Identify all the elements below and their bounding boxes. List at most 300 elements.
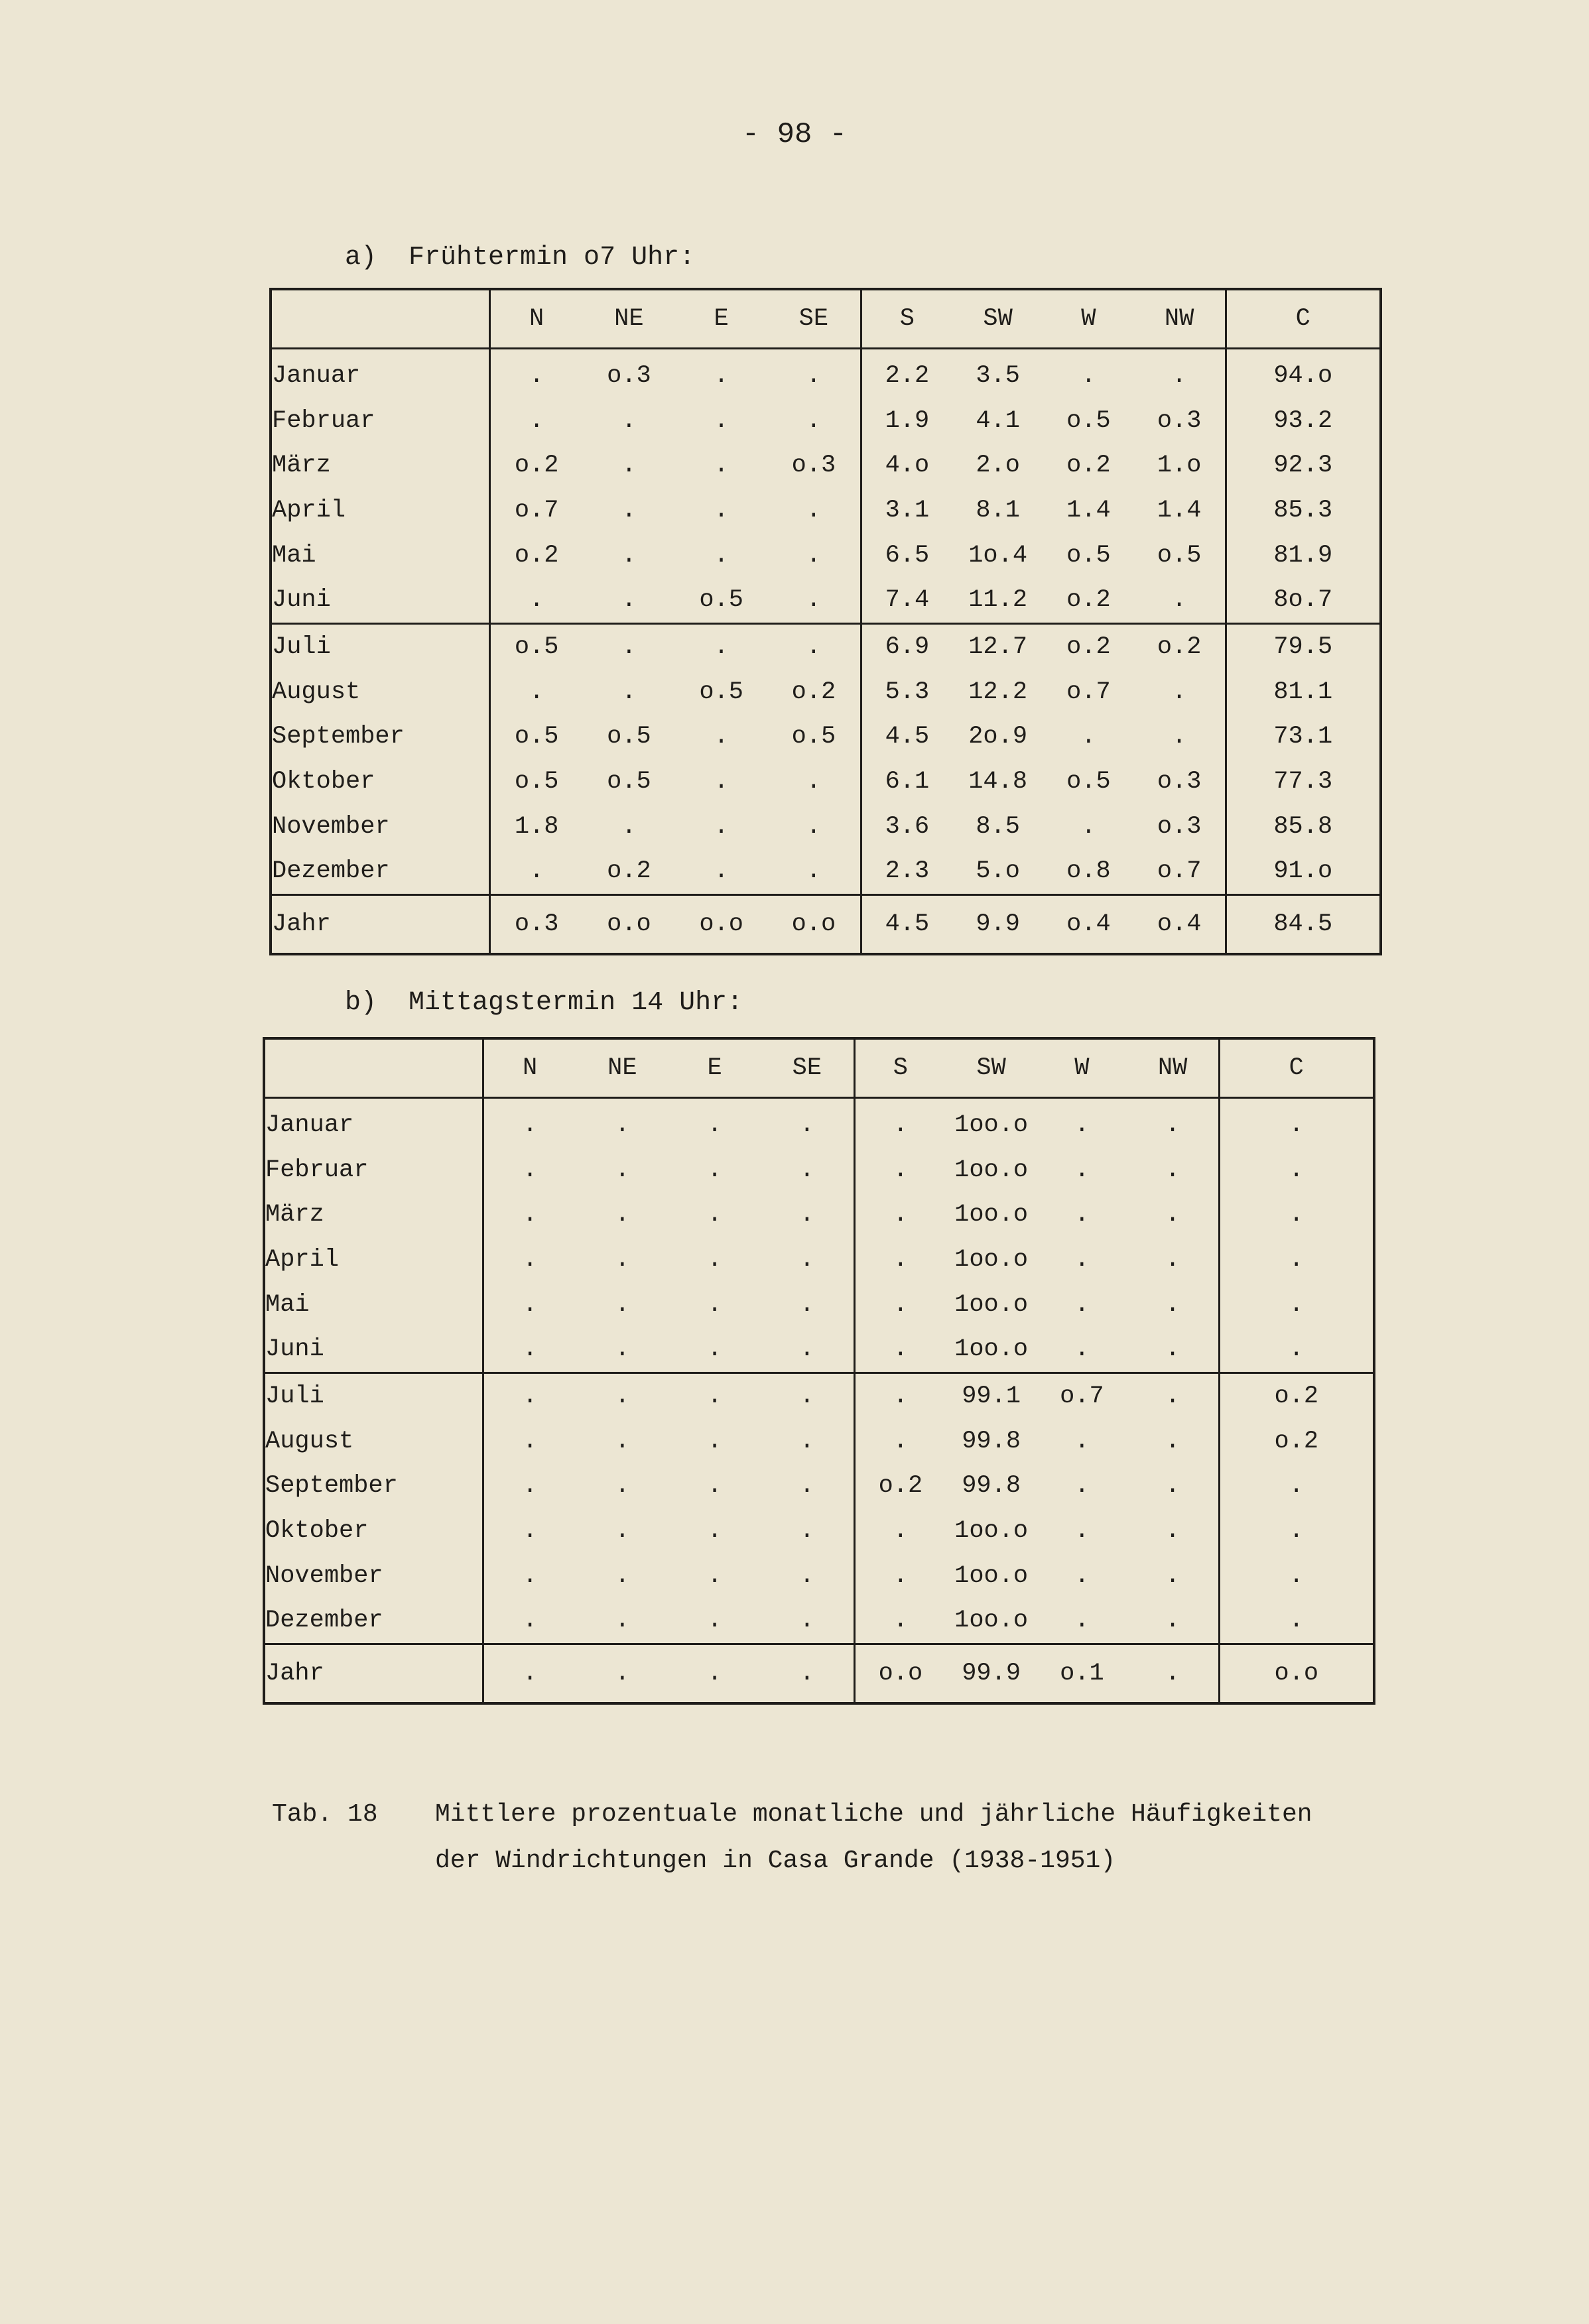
calm-value: . xyxy=(1219,1098,1374,1148)
value-cell: . xyxy=(1074,1517,1090,1546)
value-cell: . xyxy=(1074,1427,1090,1455)
direction-header: NW xyxy=(1164,305,1194,333)
value-cell: . xyxy=(1074,1156,1090,1184)
value-cell: . xyxy=(1074,1245,1090,1274)
value-cell: o.3 xyxy=(1157,812,1202,841)
value-cell: o.7 xyxy=(1060,1382,1104,1410)
calm-value: 73.1 xyxy=(1226,715,1381,760)
value-sub xyxy=(491,407,860,435)
value-group xyxy=(489,670,861,715)
wind-table-morning xyxy=(269,288,1382,955)
value-cell: o.1 xyxy=(1060,1660,1104,1688)
months-jul-dec xyxy=(271,624,1381,895)
value-cell: 1.8 xyxy=(514,812,559,841)
value-cell: 4.5 xyxy=(885,723,930,751)
value-cell: 7.4 xyxy=(885,586,930,615)
value-cell: o.5 xyxy=(699,586,743,615)
value-sub xyxy=(484,1246,854,1274)
section-b-title: b) Mittagstermin 14 Uhr: xyxy=(345,988,743,1018)
value-cell: . xyxy=(707,1290,722,1319)
value-cell: . xyxy=(714,768,729,796)
value-cell: o.2 xyxy=(1157,633,1202,661)
value-group xyxy=(489,398,861,444)
value-cell: . xyxy=(707,1472,722,1500)
value-cell: o.5 xyxy=(1066,768,1111,796)
value-cell: . xyxy=(523,1156,538,1184)
value-group xyxy=(483,1098,854,1148)
value-cell: . xyxy=(893,1201,908,1229)
header-row xyxy=(271,289,1381,349)
direction-header: NE xyxy=(607,1054,637,1082)
value-group xyxy=(489,624,861,670)
value-group xyxy=(854,1192,1219,1237)
value-cell: . xyxy=(799,1290,814,1319)
value-cell: . xyxy=(714,723,729,751)
value-cell: 8.5 xyxy=(976,812,1020,841)
value-cell: . xyxy=(806,586,821,615)
month-label: Februar xyxy=(272,406,375,435)
calm-value: . xyxy=(1219,1282,1374,1327)
calm-value: o.o xyxy=(1219,1644,1374,1704)
value-cell: . xyxy=(523,1472,538,1500)
month-row xyxy=(271,804,1381,849)
value-cell: . xyxy=(799,1517,814,1546)
value-group xyxy=(489,715,861,760)
value-group xyxy=(854,1508,1219,1554)
calm-value: . xyxy=(1219,1554,1374,1599)
value-sub xyxy=(862,407,1225,435)
direction-header-sub xyxy=(491,305,860,333)
value-group xyxy=(489,578,861,623)
value-cell: . xyxy=(799,1201,814,1229)
value-sub xyxy=(856,1201,1218,1229)
value-cell: 11.2 xyxy=(968,586,1028,615)
value-cell: o.5 xyxy=(607,768,651,796)
direction-header-sub xyxy=(862,305,1225,333)
month-row xyxy=(271,624,1381,670)
value-cell: o.2 xyxy=(514,541,559,570)
year-total xyxy=(271,895,1381,955)
value-sub xyxy=(484,1156,854,1184)
value-cell: 6.9 xyxy=(885,633,930,661)
value-sub xyxy=(862,857,1225,885)
value-cell: . xyxy=(714,496,729,524)
caption-line-1: Mittlere prozentuale monatliche und jährliche Häufigkeiten xyxy=(435,1800,1312,1829)
value-group xyxy=(854,1599,1219,1644)
value-cell: 6.5 xyxy=(885,541,930,570)
value-cell: 3.5 xyxy=(976,361,1020,390)
value-group xyxy=(861,349,1226,398)
value-cell: o.o xyxy=(699,910,743,939)
month-label: Oktober xyxy=(265,1517,369,1546)
value-sub xyxy=(484,1472,854,1500)
month-label: Januar xyxy=(272,361,361,390)
value-sub xyxy=(856,1111,1218,1139)
value-cell: . xyxy=(893,1156,908,1184)
calm-value: . xyxy=(1219,1508,1374,1554)
value-sub xyxy=(484,1111,854,1139)
direction-header-sub xyxy=(856,1054,1218,1082)
value-cell: . xyxy=(1165,1472,1180,1500)
value-sub xyxy=(856,1660,1218,1687)
direction-header: SW xyxy=(976,1054,1006,1082)
section-a-title: a) Frühtermin o7 Uhr: xyxy=(345,243,696,273)
month-label: März xyxy=(272,452,331,480)
value-cell: . xyxy=(1074,1335,1090,1364)
value-cell: . xyxy=(615,1660,630,1688)
value-cell: . xyxy=(799,1382,814,1410)
value-sub xyxy=(491,542,860,570)
month-row xyxy=(264,1192,1374,1237)
direction-header: W xyxy=(1074,1054,1090,1082)
page-number: - 98 - xyxy=(741,118,848,151)
value-cell: . xyxy=(893,1517,908,1546)
calm-value: 85.8 xyxy=(1226,804,1381,849)
value-cell: o.o xyxy=(791,910,836,939)
value-cell: . xyxy=(615,1290,630,1319)
direction-header: N xyxy=(523,1054,538,1082)
value-group xyxy=(861,488,1226,533)
calm-value: 81.1 xyxy=(1226,670,1381,715)
value-group xyxy=(854,1282,1219,1327)
value-cell: . xyxy=(806,406,821,435)
value-cell: . xyxy=(893,1290,908,1319)
value-cell: o.7 xyxy=(1157,857,1202,886)
month-label: Januar xyxy=(265,1111,354,1139)
value-cell: o.5 xyxy=(791,723,836,751)
direction-header-sub xyxy=(484,1054,854,1082)
value-cell: 5.3 xyxy=(885,678,930,706)
month-label: Juli xyxy=(271,624,489,670)
value-cell: o.5 xyxy=(699,678,743,706)
value-cell: . xyxy=(621,586,637,615)
value-cell: o.2 xyxy=(607,857,651,886)
value-cell: 6.1 xyxy=(885,768,930,796)
month-row xyxy=(264,1508,1374,1554)
month-label: November xyxy=(265,1561,383,1590)
value-group xyxy=(483,1554,854,1599)
value-cell: . xyxy=(529,361,544,390)
value-cell: . xyxy=(621,678,637,706)
value-cell: o.7 xyxy=(1066,678,1111,706)
value-cell: . xyxy=(621,452,637,480)
value-sub xyxy=(862,362,1225,390)
value-group xyxy=(483,1237,854,1282)
value-cell: . xyxy=(615,1517,630,1546)
value-cell: . xyxy=(806,496,821,524)
value-cell: . xyxy=(529,857,544,886)
direction-header: SE xyxy=(798,305,829,333)
value-cell: 1.4 xyxy=(1157,496,1202,524)
value-cell: . xyxy=(893,1111,908,1139)
months-jan-jun xyxy=(264,1098,1374,1373)
value-cell: . xyxy=(523,1201,538,1229)
direction-header-group xyxy=(861,289,1226,349)
value-sub xyxy=(862,723,1225,751)
value-cell: . xyxy=(707,1335,722,1364)
value-cell: 99.8 xyxy=(962,1427,1021,1455)
value-cell: 1oo.o xyxy=(954,1607,1029,1635)
value-cell: o.2 xyxy=(514,452,559,480)
value-cell: . xyxy=(615,1382,630,1410)
value-cell: o.3 xyxy=(607,361,651,390)
value-cell: . xyxy=(1165,1561,1180,1590)
value-cell: . xyxy=(1172,678,1187,706)
value-cell: 99.9 xyxy=(962,1660,1021,1688)
month-row xyxy=(264,1419,1374,1464)
calm-value: 93.2 xyxy=(1226,398,1381,444)
value-group xyxy=(489,443,861,488)
value-cell: 3.1 xyxy=(885,496,930,524)
value-group xyxy=(861,715,1226,760)
value-group xyxy=(483,1373,854,1419)
value-cell: 3.6 xyxy=(885,812,930,841)
value-cell: . xyxy=(1074,1472,1090,1500)
value-cell: . xyxy=(621,812,637,841)
value-cell: o.4 xyxy=(1157,910,1202,939)
value-sub xyxy=(491,910,860,938)
calm-value: o.2 xyxy=(1219,1419,1374,1464)
value-cell: . xyxy=(615,1111,630,1139)
calm-value: . xyxy=(1219,1148,1374,1193)
value-cell: . xyxy=(615,1561,630,1590)
calm-value: 79.5 xyxy=(1226,624,1381,670)
value-group xyxy=(861,398,1226,444)
value-sub xyxy=(856,1291,1218,1319)
direction-header: NE xyxy=(614,305,644,333)
value-cell: . xyxy=(714,633,729,661)
value-sub xyxy=(862,678,1225,706)
value-sub xyxy=(484,1382,854,1410)
calm-value: . xyxy=(1219,1327,1374,1373)
value-cell: . xyxy=(1074,1561,1090,1590)
value-sub xyxy=(491,768,860,796)
value-sub xyxy=(856,1382,1218,1410)
value-cell: 8.1 xyxy=(976,496,1020,524)
value-cell: 5.o xyxy=(976,857,1020,886)
month-label: November xyxy=(272,812,390,841)
value-cell: . xyxy=(529,406,544,435)
value-cell: . xyxy=(1081,812,1096,841)
calm-header: C xyxy=(1219,1038,1374,1098)
direction-header: E xyxy=(707,1054,722,1082)
calm-value: 92.3 xyxy=(1226,443,1381,488)
value-group xyxy=(483,1327,854,1373)
value-cell: 14.8 xyxy=(968,768,1028,796)
value-cell: 1.o xyxy=(1157,452,1202,480)
value-cell: o.3 xyxy=(1157,406,1202,435)
direction-header: SW xyxy=(983,305,1013,333)
direction-header: W xyxy=(1081,305,1096,333)
value-sub xyxy=(856,1428,1218,1455)
value-cell: . xyxy=(1165,1335,1180,1364)
table-caption xyxy=(272,1792,1312,1884)
month-row xyxy=(264,1098,1374,1148)
value-cell: o.2 xyxy=(1066,586,1111,615)
month-row xyxy=(264,1148,1374,1193)
value-cell: 9.9 xyxy=(976,910,1020,939)
value-cell: . xyxy=(1165,1660,1180,1688)
calm-value: 8o.7 xyxy=(1226,578,1381,623)
calm-value: 77.3 xyxy=(1226,759,1381,804)
value-cell: . xyxy=(1165,1382,1180,1410)
value-cell: . xyxy=(893,1607,908,1635)
value-cell: 4.o xyxy=(885,452,930,480)
month-label: Jahr xyxy=(271,895,489,955)
month-label: Juni xyxy=(272,586,331,615)
calm-header: C xyxy=(1226,289,1381,349)
value-group xyxy=(861,670,1226,715)
value-cell: . xyxy=(1074,1290,1090,1319)
month-label: April xyxy=(272,496,346,524)
month-row xyxy=(271,849,1381,895)
calm-value: 85.3 xyxy=(1226,488,1381,533)
value-cell: . xyxy=(1165,1607,1180,1635)
value-cell: 4.5 xyxy=(885,910,930,939)
month-row xyxy=(271,533,1381,578)
month-label: Mai xyxy=(272,541,316,570)
value-cell: o.2 xyxy=(791,678,836,706)
value-cell: o.2 xyxy=(1066,633,1111,661)
value-cell: . xyxy=(1074,1111,1090,1139)
value-cell: 1oo.o xyxy=(954,1201,1029,1229)
value-cell: 1.4 xyxy=(1066,496,1111,524)
value-sub xyxy=(856,1472,1218,1500)
month-row xyxy=(271,715,1381,760)
value-cell: . xyxy=(1074,1201,1090,1229)
value-group xyxy=(861,804,1226,849)
value-cell: . xyxy=(615,1472,630,1500)
direction-header-group xyxy=(483,1038,854,1098)
value-cell: . xyxy=(707,1245,722,1274)
value-cell: o.5 xyxy=(607,723,651,751)
value-cell: 2.2 xyxy=(885,361,930,390)
value-group xyxy=(854,1327,1219,1373)
calm-value: . xyxy=(1219,1464,1374,1509)
month-row xyxy=(271,398,1381,444)
header-row xyxy=(264,1038,1374,1098)
month-label: Juni xyxy=(265,1335,324,1364)
value-cell: . xyxy=(1172,723,1187,751)
value-cell: . xyxy=(893,1382,908,1410)
value-group xyxy=(854,1373,1219,1419)
value-cell: 2.o xyxy=(976,452,1020,480)
months-jul-dec xyxy=(264,1373,1374,1644)
value-cell: . xyxy=(523,1660,538,1688)
value-sub xyxy=(856,1156,1218,1184)
value-cell: . xyxy=(806,361,821,390)
month-label: Februar xyxy=(265,1156,369,1184)
calm-value: o.2 xyxy=(1219,1373,1374,1419)
value-cell: . xyxy=(1165,1156,1180,1184)
value-sub xyxy=(491,857,860,885)
month-row xyxy=(264,1599,1374,1644)
direction-header: E xyxy=(714,305,729,333)
value-cell: . xyxy=(707,1517,722,1546)
value-cell: 99.8 xyxy=(962,1472,1021,1500)
value-cell: . xyxy=(523,1427,538,1455)
month-label: September xyxy=(265,1472,398,1500)
value-sub xyxy=(491,633,860,661)
month-label: Juli xyxy=(264,1373,483,1419)
value-sub xyxy=(484,1607,854,1634)
value-cell: . xyxy=(1172,361,1187,390)
value-group xyxy=(483,1148,854,1193)
value-cell: . xyxy=(893,1335,908,1364)
value-group xyxy=(489,488,861,533)
month-row xyxy=(264,1282,1374,1327)
value-cell: . xyxy=(893,1245,908,1274)
value-group xyxy=(861,578,1226,623)
caption-line-2: der Windrichtungen in Casa Grande (1938-1951) xyxy=(435,1847,1116,1875)
value-cell: . xyxy=(615,1156,630,1184)
value-sub xyxy=(491,813,860,841)
value-cell: 4.1 xyxy=(976,406,1020,435)
value-group xyxy=(854,1554,1219,1599)
value-cell: . xyxy=(523,1382,538,1410)
value-cell: . xyxy=(707,1660,722,1688)
value-cell: o.7 xyxy=(514,496,559,524)
value-cell: . xyxy=(1165,1427,1180,1455)
value-cell: . xyxy=(714,452,729,480)
value-sub xyxy=(484,1335,854,1363)
value-cell: . xyxy=(1165,1517,1180,1546)
month-header-cell xyxy=(264,1038,483,1098)
value-cell: . xyxy=(707,1561,722,1590)
value-cell: 1.9 xyxy=(885,406,930,435)
value-cell: o.o xyxy=(878,1660,923,1688)
value-group xyxy=(861,895,1226,955)
value-cell: o.5 xyxy=(514,723,559,751)
value-sub xyxy=(856,1246,1218,1274)
value-sub xyxy=(491,452,860,479)
value-group xyxy=(854,1148,1219,1193)
value-group xyxy=(483,1464,854,1509)
value-cell: . xyxy=(1172,586,1187,615)
value-sub xyxy=(491,362,860,390)
month-row xyxy=(264,1237,1374,1282)
direction-header-group xyxy=(489,289,861,349)
value-cell: . xyxy=(523,1245,538,1274)
value-cell: 1oo.o xyxy=(954,1156,1029,1184)
value-cell: . xyxy=(707,1156,722,1184)
value-cell: . xyxy=(621,406,637,435)
value-group xyxy=(489,349,861,398)
value-cell: . xyxy=(707,1201,722,1229)
value-cell: . xyxy=(799,1472,814,1500)
value-group xyxy=(483,1599,854,1644)
value-cell: . xyxy=(621,496,637,524)
month-label: April xyxy=(265,1245,340,1274)
value-cell: . xyxy=(615,1201,630,1229)
value-group xyxy=(483,1192,854,1237)
value-sub xyxy=(856,1335,1218,1363)
value-cell: . xyxy=(523,1607,538,1635)
wind-table-midday xyxy=(263,1037,1375,1705)
value-sub xyxy=(862,497,1225,524)
value-sub xyxy=(484,1201,854,1229)
month-row xyxy=(271,578,1381,623)
value-cell: . xyxy=(523,1335,538,1364)
value-sub xyxy=(491,586,860,614)
value-group xyxy=(854,1237,1219,1282)
value-cell: . xyxy=(893,1561,908,1590)
calm-value: 81.9 xyxy=(1226,533,1381,578)
value-cell: . xyxy=(799,1607,814,1635)
month-row xyxy=(271,349,1381,398)
value-cell: . xyxy=(529,586,544,615)
value-cell: . xyxy=(707,1427,722,1455)
